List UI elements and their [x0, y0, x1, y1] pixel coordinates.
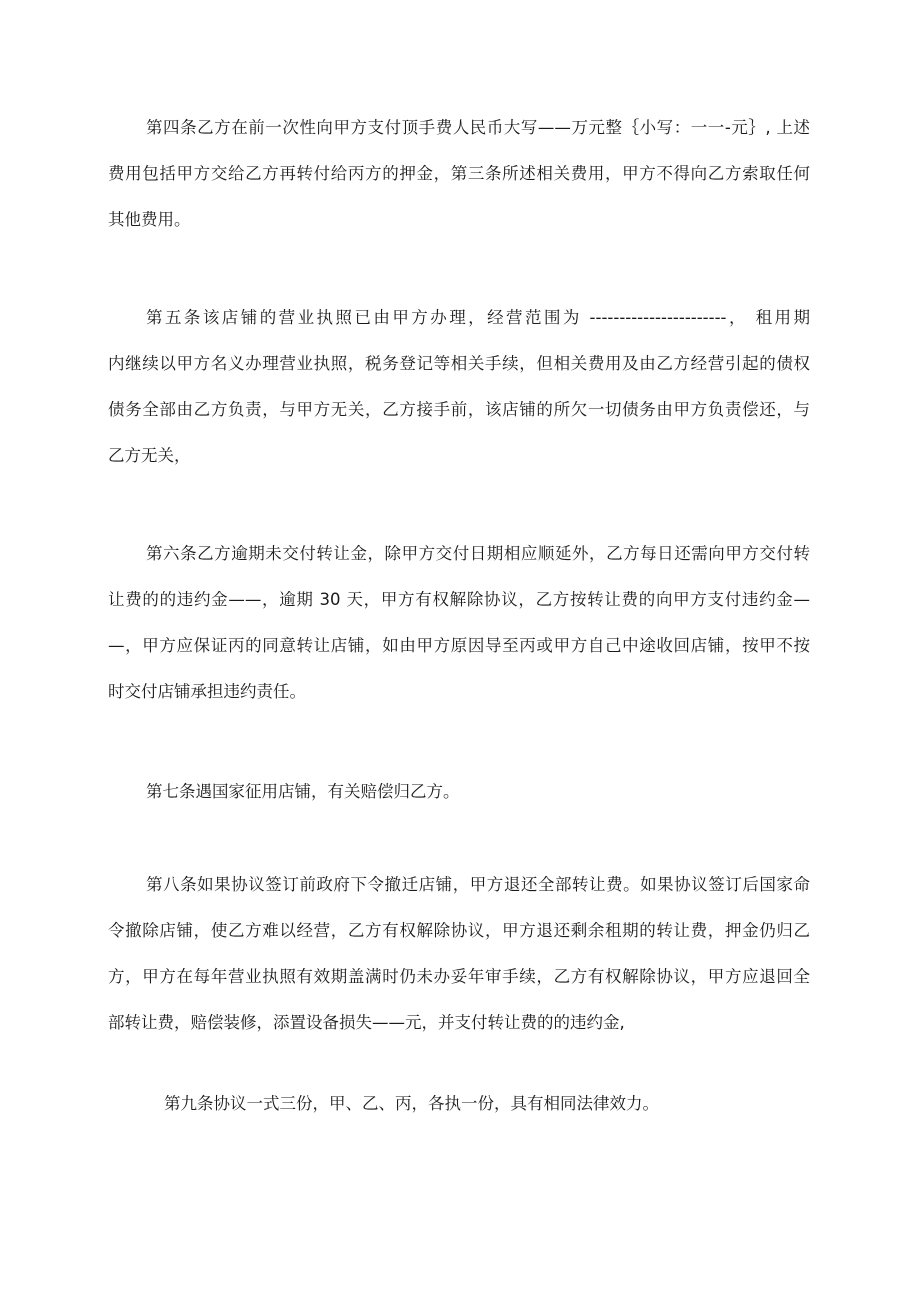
article-5-line-1: 第五条该店铺的营业执照已由甲方办理，经营范围为 -----------------------， 租用期: [146, 308, 810, 327]
article-9: [108, 1092, 810, 1138]
article-8-line-1: 第八条如果协议签订前政府下令撤迁店铺，甲方退还全部转让费。如果协议签订后国家命: [146, 875, 810, 894]
article-8: [108, 873, 810, 1057]
article-6: [108, 542, 810, 726]
article-5-line-3: 债务全部由乙方负责，与甲方无关，乙方接手前，该店铺的所欠一切债务由甲方负责偿还，与: [108, 400, 810, 419]
article-8-line-3: 方，甲方在每年营业执照有效期盖满时仍未办妥年审手续，乙方有权解除协议，甲方应退回全: [108, 967, 810, 986]
article-8-line-4: 部转让费，赔偿装修，添置设备损失——元，并支付转让费的的违约金,: [108, 1013, 625, 1032]
article-4: [108, 116, 810, 254]
article-6-line-1: 第六条乙方逾期未交付转让金，除甲方交付日期相应顺延外，乙方每日还需向甲方交付转: [146, 544, 810, 563]
article-5: [108, 306, 810, 490]
article-4-line-3: 其他费用。: [108, 210, 191, 229]
article-6-line-4: 时交付店铺承担违约责任。: [108, 682, 306, 701]
article-4-line-2: 费用包括甲方交给乙方再转付给丙方的押金，第三条所述相关费用，甲方不得向乙方索取任何: [108, 164, 810, 183]
article-7-line-1: 第七条遇国家征用店铺，有关赔偿归乙方。: [146, 782, 460, 801]
article-9-line-1: 第九条协议一式三份，甲、乙、丙，各执一份，具有相同法律效力。: [164, 1094, 659, 1113]
article-8-line-2: 令撤除店铺，使乙方难以经营，乙方有权解除协议，甲方退还剩余租期的转让费，押金仍归乙: [108, 921, 810, 940]
article-4-line-1: 第四条乙方在前一次性向甲方支付顶手费人民币大写——万元整｛小写：一一-元｝, 上述: [146, 118, 810, 137]
article-6-line-3: —，甲方应保证丙的同意转让店铺，如由甲方原因导至丙或甲方自己中途收回店铺，按甲不按: [108, 636, 810, 655]
article-7: [108, 780, 810, 826]
article-6-line-2: 让费的的违约金——，逾期 30 天，甲方有权解除协议，乙方按转让费的向甲方支付违约金—: [108, 590, 810, 609]
article-5-line-2: 内继续以甲方名义办理营业执照，税务登记等相关手续，但相关费用及由乙方经营引起的债权: [108, 354, 810, 373]
article-5-line-4: 乙方无关，: [108, 446, 191, 465]
